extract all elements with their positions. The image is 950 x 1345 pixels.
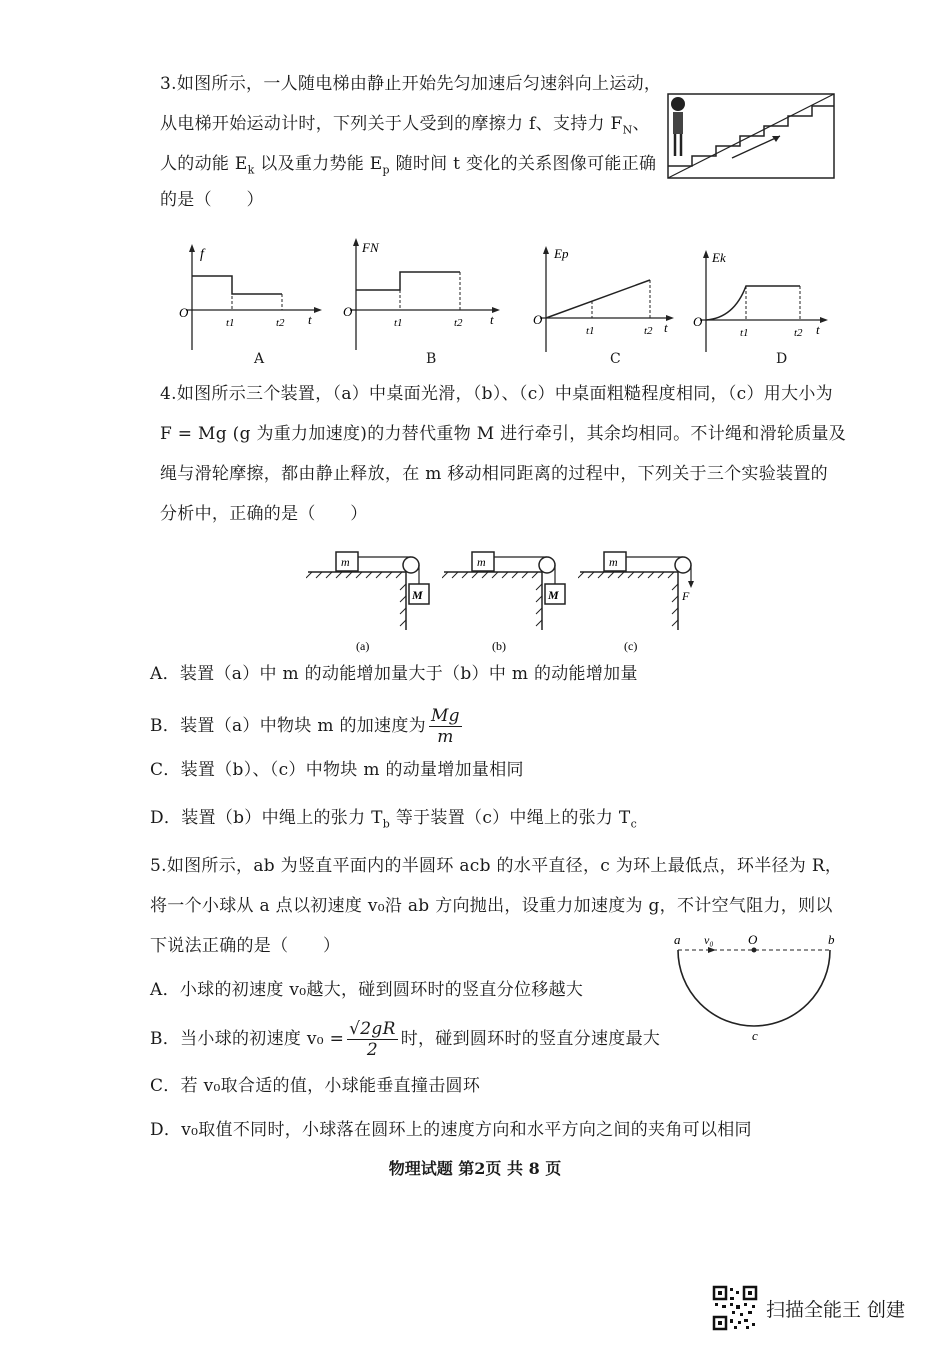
q4-option-a: A．装置（a）中 m 的动能增加量大于（b）中 m 的动能增加量 [150,664,638,684]
q5-line-3: 下说法正确的是（ ） [150,936,341,956]
graph-d-t: t [816,322,820,337]
q3-line-1: 3.如图所示，一人随电梯由静止开始先匀加速后匀速斜向上运动， [160,74,662,94]
graph-a-ylabel: f [200,247,204,262]
graph-B [340,234,505,354]
block-m-c: m [609,555,618,569]
q5-line-1: 5.如图所示，ab 为竖直平面内的半圆环 acb 的水平直径，c 为环上最低点，环半径为 R， [150,856,843,876]
pulley-device-a [306,544,436,654]
block-m-b: m [477,555,486,569]
graph-b-origin: O [343,304,353,319]
graph-A [176,242,326,354]
escalator-figure [662,90,840,182]
q4-option-c: C．装置（b）、（c）中物块 m 的动量增加量相同 [150,760,524,780]
graph-c-t2: t2 [644,325,653,337]
device-label-b: (b) [492,639,506,653]
q5-option-c: C．若 v₀取合适的值，小球能垂直撞击圆环 [150,1076,481,1096]
q4-option-b: B．装置（a）中物块 m 的加速度为 $\frac{Mg}{m}$ [150,705,460,747]
graph-d-t2: t2 [794,327,803,339]
q4-b-fraction: $\frac{Mg}{m}$ [430,705,460,747]
graph-d-t1: t1 [740,327,749,339]
q3-line-4: 的是（ ） [160,190,264,210]
graph-a-origin: O [179,305,189,320]
q3-line-3: 人的动能 $E_k$ 以及重力势能 $E_p$ 随时间 t 变化的关系图像可能正确 [160,154,657,177]
graph-b-label: B [426,351,437,367]
graph-c-ylabel: Ep [554,246,569,261]
q5-option-d: D．v₀取值不同时，小球落在圆环上的速度方向和水平方向之间的夹角可以相同 [150,1120,752,1140]
q4-line-4: 分析中，正确的是（ ） [160,504,368,524]
graph-a-t2: t2 [276,317,285,329]
v0-label: v₀ [704,933,714,947]
graph-b-t1: t1 [394,317,403,329]
q5-b-fraction: $\frac{√2gR}{2}$ [349,1018,396,1060]
graph-a-t1: t1 [226,317,235,329]
page-footer: 物理试题 第2页 共 8 页 [388,1159,562,1178]
graph-d-label: D [776,351,788,367]
graph-c-t: t [664,320,668,335]
point-b: b [828,932,835,947]
graph-d-origin: O [693,314,703,329]
q4-line-3: 绳与滑轮摩擦，都由静止释放，在 m 移动相同距离的过程中，下列关于三个实验装置的 [160,464,828,484]
graph-a-label: A [254,351,265,367]
graph-b-t2: t2 [454,317,463,329]
graph-c-t1: t1 [586,325,595,337]
device-label-c: (c) [624,639,638,653]
person-icon [671,97,685,156]
scanner-label: 扫描全能王 创建 [766,1298,906,1321]
q3-line-2: 从电梯开始运动计时，下列关于人受到的摩擦力 f、支持力 $F_N$、 [160,114,650,137]
q4-line-2: F = Mg (g 为重力加速度)的力替代重物 M 进行牵引，其余均相同。不计绳和滑轮质量及 [160,424,847,444]
graph-c-origin: O [533,312,543,327]
qr-code-icon [712,1285,758,1331]
graph-a-t: t [308,312,312,327]
q5-option-b: B．当小球的初速度 v₀ = $\frac{√2gR}{2}$ 时，碰到圆环时的竖直分速度最大 [150,1018,661,1060]
graph-b-ylabel: FN [362,240,379,255]
block-M-a: M [412,588,423,602]
device-label-a: (a) [356,639,370,653]
q4-option-d: D．装置（b）中绳上的张力 $T_b$ 等于装置（c）中绳上的张力 $T_c$ [150,808,638,831]
point-O: O [748,932,758,947]
point-a: a [674,932,681,947]
q5-option-a: A．小球的初速度 v₀越大，碰到圆环时的竖直分位移越大 [150,980,584,1000]
graph-d-ylabel: Ek [712,250,726,265]
pulley-device-c [578,544,708,654]
scanner-watermark [712,1285,905,1331]
block-M-b: M [548,588,559,602]
graph-c-label: C [610,351,621,367]
q5-line-2: 将一个小球从 a 点以初速度 v₀沿 ab 方向抛出，设重力加速度为 g，不计空气阻力，则以 [150,896,833,916]
q4-line-1: 4.如图所示三个装置，（a）中桌面光滑，（b）、（c）中桌面粗糙程度相同，（c）用大小为 [160,384,833,404]
graph-C [530,242,680,354]
force-label-F: F [682,589,690,603]
semicircle-figure [668,928,844,1046]
graph-b-t: t [490,312,494,327]
block-m-a: m [341,555,350,569]
point-c: c [752,1028,758,1043]
graph-D [690,246,835,354]
pulley-device-b [442,544,572,654]
